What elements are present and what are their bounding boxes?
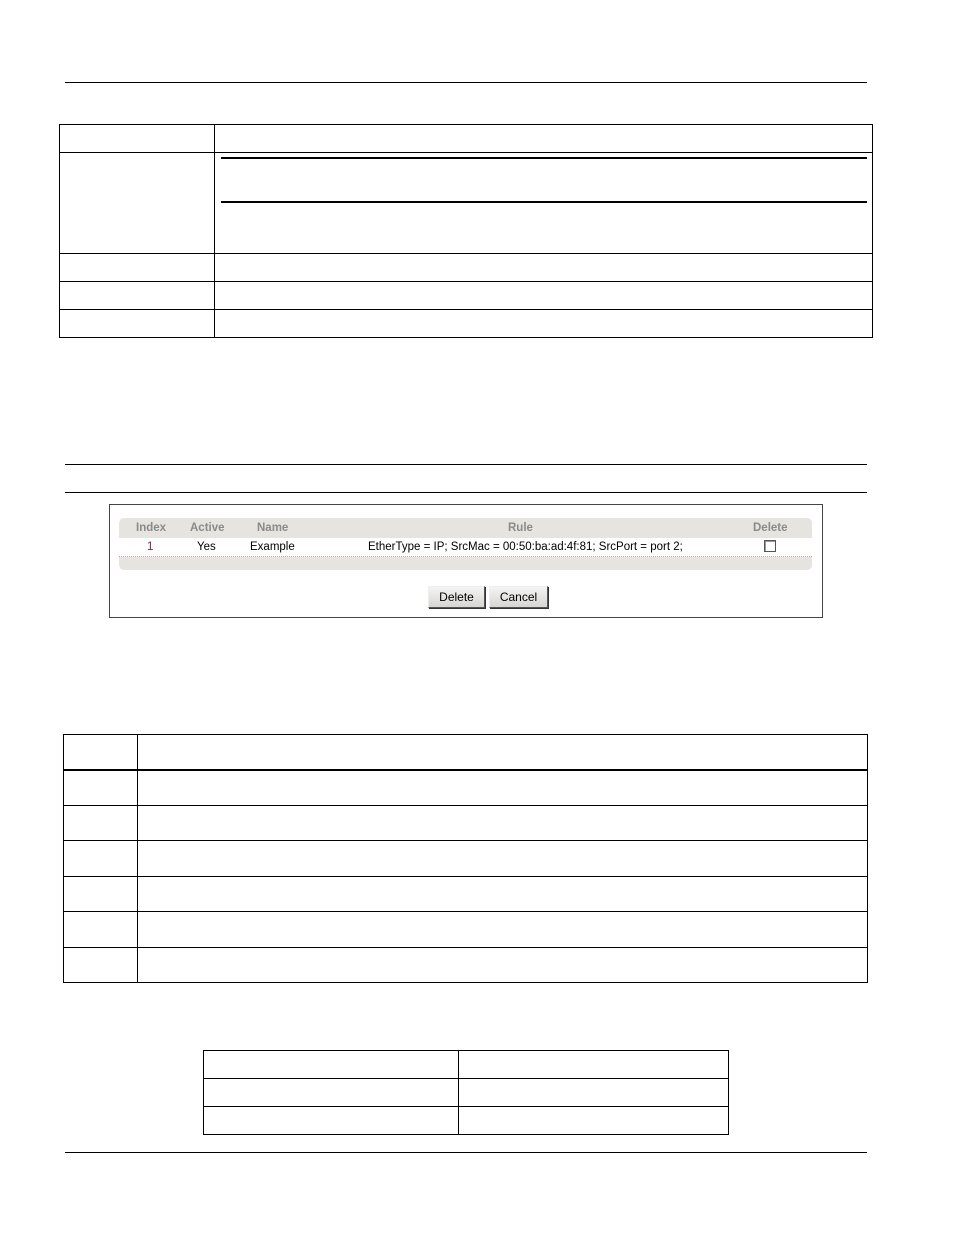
table-row <box>204 1106 728 1107</box>
column-header-rule: Rule <box>508 522 533 534</box>
delete-button[interactable]: Delete <box>428 586 485 608</box>
header-rule <box>65 82 867 83</box>
footer-rule <box>65 1152 867 1153</box>
section-rule-bottom <box>65 492 867 493</box>
row-delete-checkbox[interactable] <box>764 540 776 552</box>
note-bottom-bar <box>221 201 867 203</box>
table-row <box>60 309 872 310</box>
column-divider <box>214 125 215 337</box>
description-table-1 <box>59 124 873 338</box>
table-row <box>60 253 872 254</box>
row-name: Example <box>250 541 295 553</box>
table-row <box>60 152 872 153</box>
rule-list <box>119 518 812 570</box>
column-header-name: Name <box>257 522 289 534</box>
table-row <box>64 876 867 877</box>
description-table-2 <box>63 734 868 983</box>
classifier-summary-screen <box>109 504 823 618</box>
table-row <box>64 769 867 771</box>
column-header-delete: Delete <box>753 522 788 534</box>
table-row <box>64 805 867 806</box>
column-header-index: Index <box>136 522 167 534</box>
row-rule: EtherType = IP; SrcMac = 00:50:ba:ad:4f:81; SrcPort = port 2; <box>368 541 683 553</box>
column-header-active: Active <box>190 522 225 534</box>
row-active: Yes <box>197 541 216 553</box>
row-index-link[interactable]: 1 <box>147 541 154 553</box>
column-divider <box>137 735 138 982</box>
table-row <box>60 281 872 282</box>
table-row <box>119 538 812 557</box>
table-row <box>64 840 867 841</box>
column-divider <box>458 1051 459 1134</box>
cancel-button[interactable]: Cancel <box>489 586 548 608</box>
section-rule-top <box>65 464 867 465</box>
note-top-bar <box>221 157 867 159</box>
table-row <box>204 1078 728 1079</box>
description-table-3 <box>203 1050 729 1135</box>
table-row <box>64 911 867 912</box>
table-row <box>64 947 867 948</box>
